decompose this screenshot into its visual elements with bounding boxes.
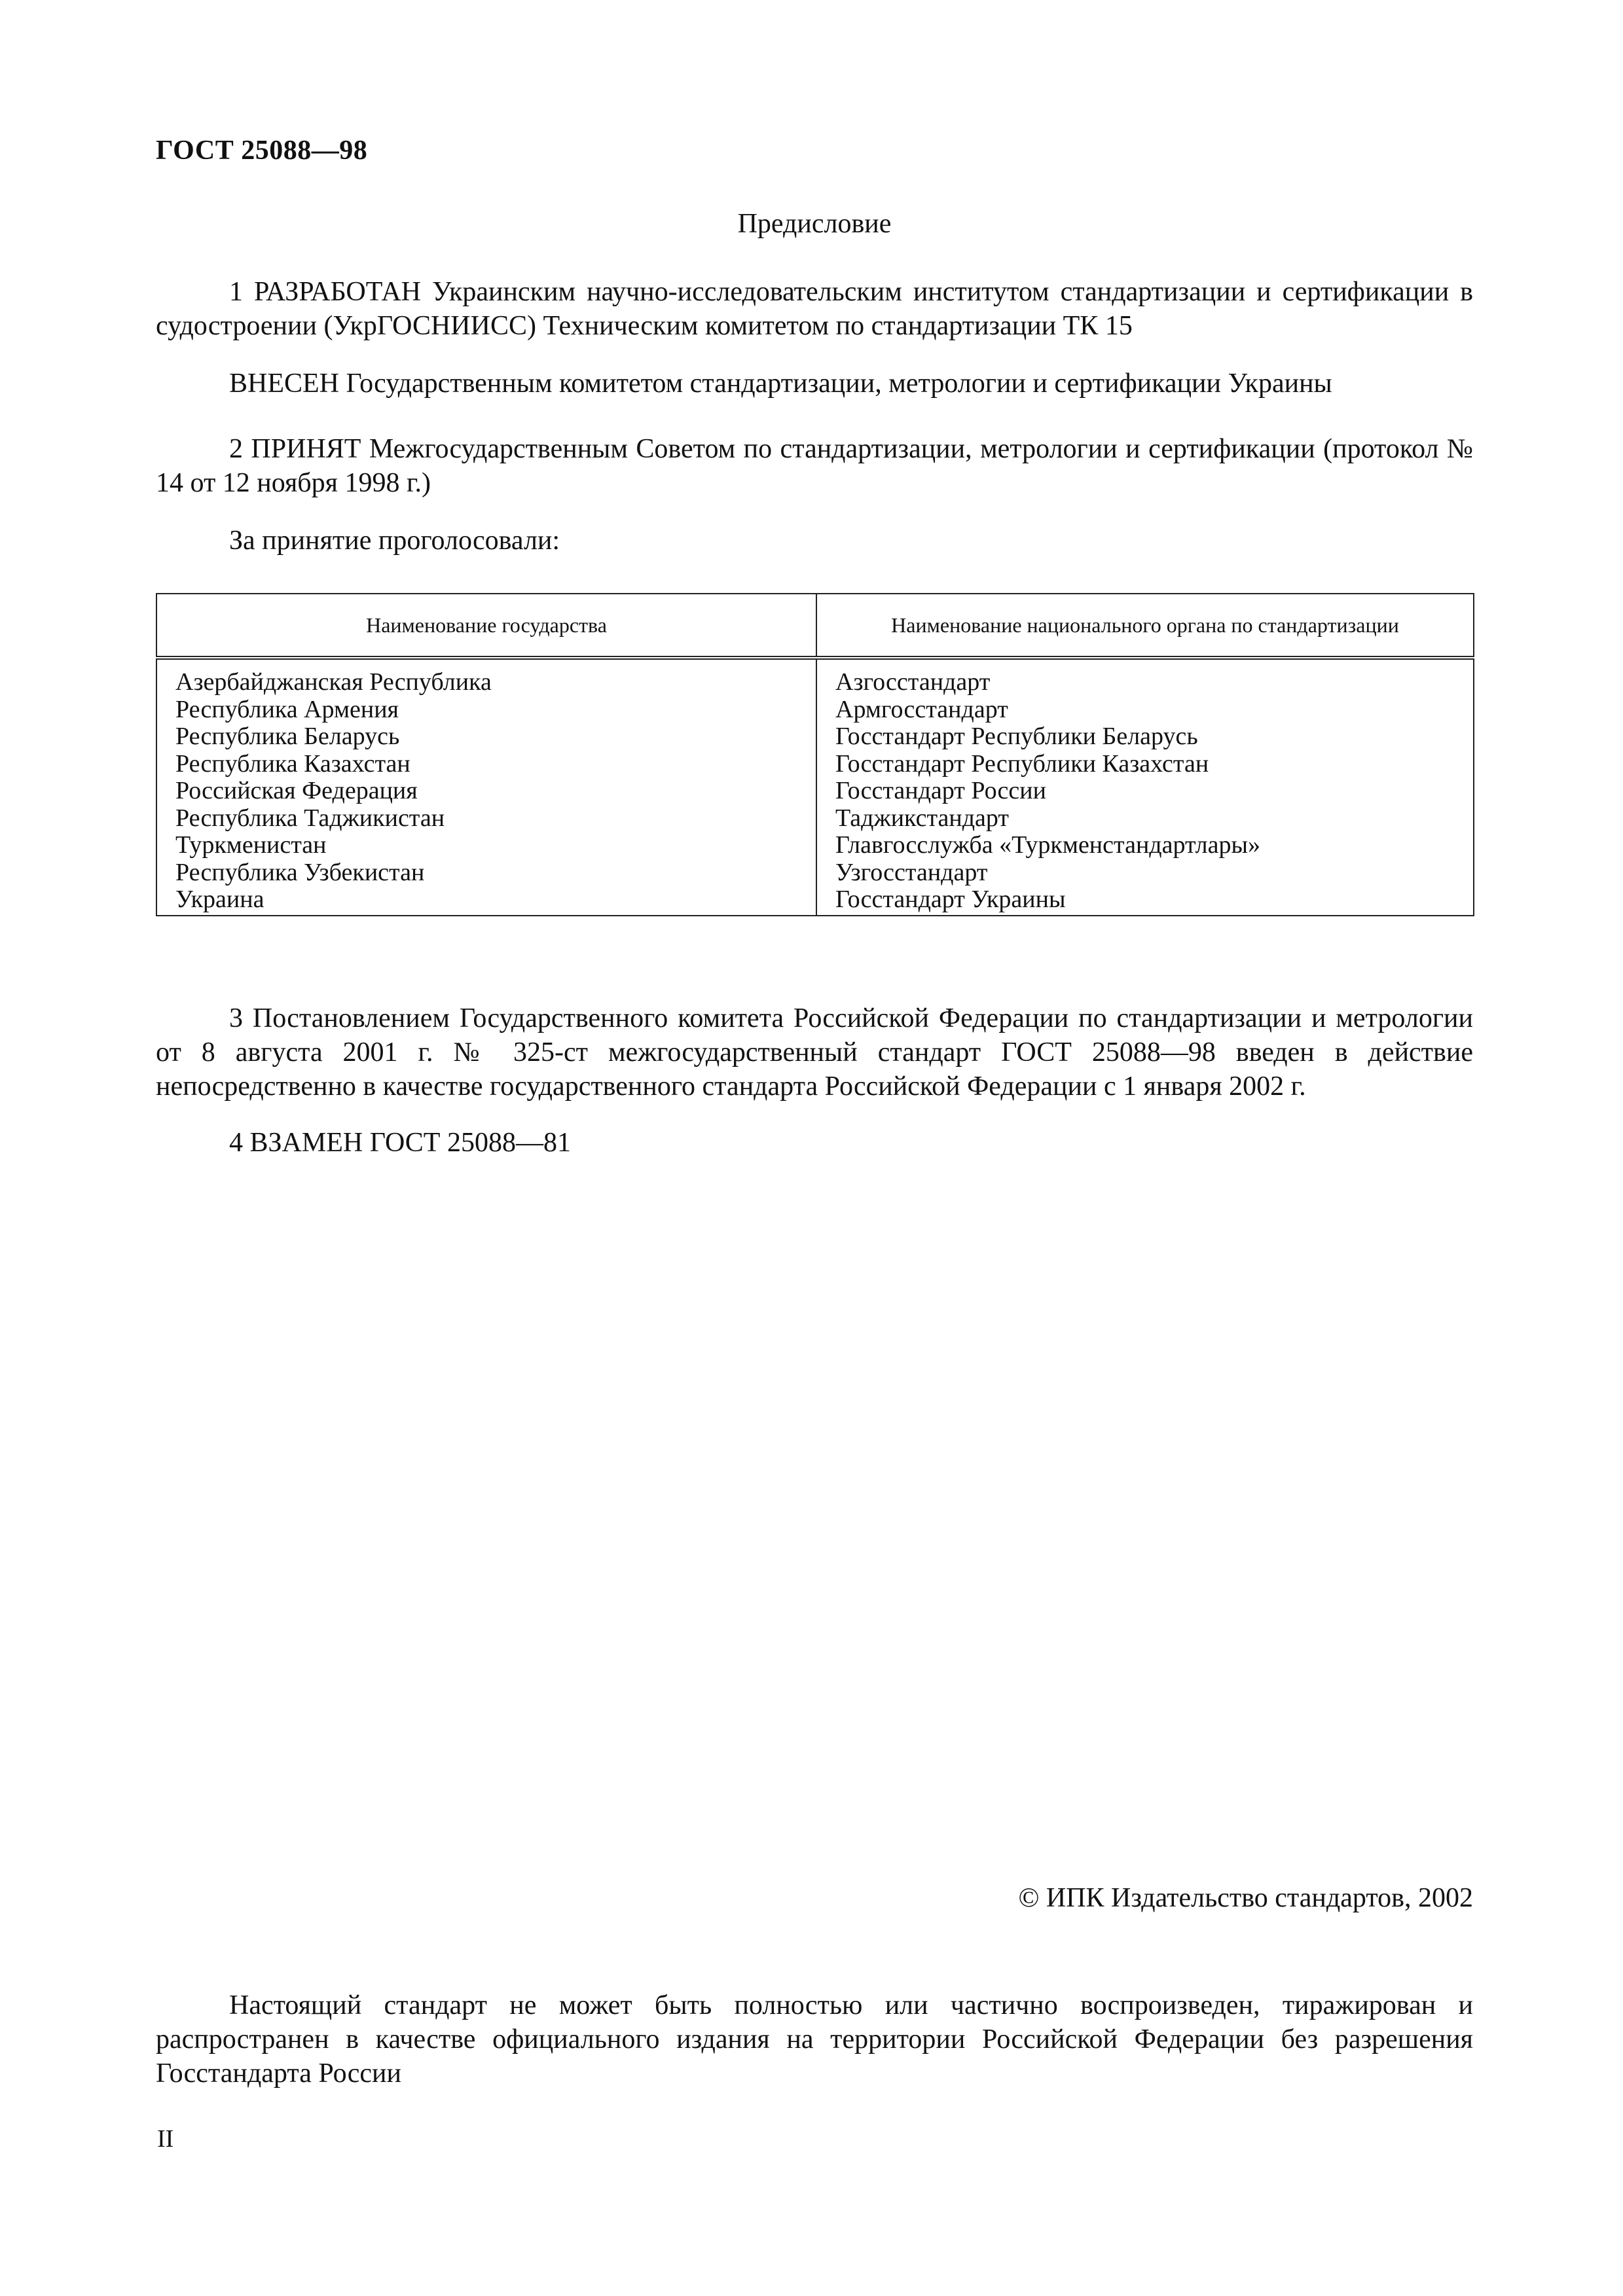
reproduction-notice: Настоящий стандарт не может быть полностью или частично воспроизведен, тиражирован и распространен в качестве официального издания на территории Российской Федерации без разрешения Госстандарта России (156, 1990, 1473, 2089)
state-name: Украина (175, 886, 264, 913)
copyright-line: © ИПК Издательство стандартов, 2002 (1018, 1883, 1473, 1913)
standards-body-name: Главгосслужба «Туркменстандартлары» (835, 831, 1261, 859)
page-number: II (157, 2125, 174, 2153)
standards-body-name: Госстандарт Украины (835, 886, 1066, 913)
state-name: Российская Федерация (175, 777, 418, 804)
standards-body-name: Госстандарт Республики Казахстан (835, 749, 1209, 778)
paragraph-enacted: 3 Постановлением Государственного комитета Российской Федерации по стандартизации и метрологии от 8 августа 2001 г. № 325-ст межгосударственный стандарт ГОСТ 25088—98 введен в действие непосредственно в качестве государственного стандарта Российской Федерации с 1 января 2002 г. (156, 1003, 1473, 1102)
paragraph-replaces: 4 ВЗАМЕН ГОСТ 25088—81 (229, 1128, 571, 1158)
paragraph-voted: За принятие проголосовали: (229, 526, 560, 556)
states-column (156, 658, 816, 916)
standards-body-name: Узгосстандарт (835, 858, 988, 886)
paragraph-developed: 1 РАЗРАБОТАН Украинским научно-исследовательским институтом стандартизации и сертификации в судостроении (УкрГОСНИИСС) Техническим комитетом по стандартизации ТК 15 (156, 277, 1473, 341)
state-name: Республика Беларусь (175, 723, 400, 750)
state-name: Туркменистан (175, 831, 327, 859)
table-header-state: Наименование государства (156, 594, 816, 658)
state-name: Республика Казахстан (175, 749, 410, 778)
paragraph-introduced: ВНЕСЕН Государственным комитетом стандартизации, метрологии и сертификации Украины (229, 368, 1332, 399)
table-header-row (156, 594, 1474, 658)
standard-code: ГОСТ 25088—98 (156, 135, 368, 166)
standards-body-name: Таджикстандарт (835, 804, 1010, 832)
standards-body-name: Госстандарт Республики Беларусь (835, 723, 1198, 750)
table-row (156, 658, 1474, 916)
standards-body-name: Армгосстандарт (835, 695, 1008, 723)
bodies-column (816, 658, 1474, 916)
paragraph-adopted: 2 ПРИНЯТ Межгосударственным Советом по стандартизации, метрологии и сертификации (протокол № 14 от 12 ноября 1998 г.) (156, 434, 1473, 498)
state-name: Республика Узбекистан (175, 858, 425, 886)
standards-body-name: Азгосстандарт (835, 668, 991, 696)
preface-title: Предисловие (737, 209, 892, 239)
voting-table (156, 593, 1474, 916)
state-name: Республика Армения (175, 695, 399, 723)
standards-body-name: Госстандарт России (835, 777, 1046, 804)
table-header-body: Наименование национального органа по стандартизации (816, 594, 1474, 658)
state-name: Республика Таджикистан (175, 804, 445, 832)
state-name: Азербайджанская Республика (175, 668, 492, 696)
